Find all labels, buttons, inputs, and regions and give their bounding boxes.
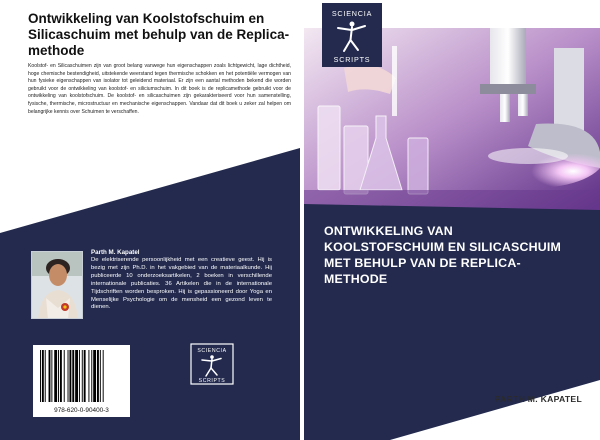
barcode-bars (39, 350, 124, 402)
back-cover-blurb: Koolstof- en Silicaschuimen zijn van groot belang vanwege hun eigenschappen zoals lichtgewicht, lage dichtheid, hoge chemische bestendigheid, uitstekende weerstand tegen thermische schokken en het potentiële vermogen van hun fysieke eigenschappen van isolator tot geleidend materiaal. Er zijn een aantal methoden bekend die worden gebruikt voor de ontwikkeling van koolstof- en siliciumschuim. In dit boek is de replicamethode gebruikt voor de ontwikkeling van koolstofschuim. De koolstof- en silicaschuimen zijn gekarakteriseerd voor hun samenstelling, fysische, thermische, microstructuur en mechanische eigenschappen. Vandaar dat dit boek u zeker zal helpen om belangrijke kennis over Schuimen te verschaffen. (28, 63, 291, 115)
front-logo-text-top: SCIENCIA (331, 9, 373, 18)
back-logo-text-top: SCIENCIA (197, 348, 227, 354)
front-cover-title: ONTWIKKELING VAN KOOLSTOFSCHUIM EN SILICASCHUIM MET BEHULP VAN DE REPLICA-METHODE (324, 224, 562, 286)
front-publisher-logo (322, 3, 382, 67)
front-cover (304, 0, 600, 440)
back-logo-text-bottom: SCRIPTS (198, 378, 226, 384)
back-cover-title: Ontwikkeling van Koolstofschuim en Silicaschuim met behulp van de Replica-methode (28, 11, 290, 58)
back-publisher-logo (190, 343, 234, 385)
scientist-figure-icon (202, 355, 221, 376)
front-cover-author: PARTH M. KAPATEL (494, 394, 582, 404)
author-photo (31, 251, 83, 319)
author-name: Parth M. Kapatel (91, 249, 140, 256)
isbn-number: 978-620-0-90400-3 (54, 407, 109, 414)
barcode (33, 345, 130, 417)
front-logo-text-bottom: SCRIPTS (333, 55, 371, 64)
author-bio: De elektriserende persoonlijkheid met een creatieve geest. Hij is bezig met zijn Ph.D. in het vakgebied van de materiaalkunde. Hij publiceerde 10 onderzoeksartikelen, 2 boeken in verschillende internationale publicaties. 36 Artikelen die in de internationale Tijdschriften worden besproken. Hij is gepassioneerd door Yoga en Menselijke Psychologie om de mensheid een gezond leven te dienen. (91, 257, 272, 311)
